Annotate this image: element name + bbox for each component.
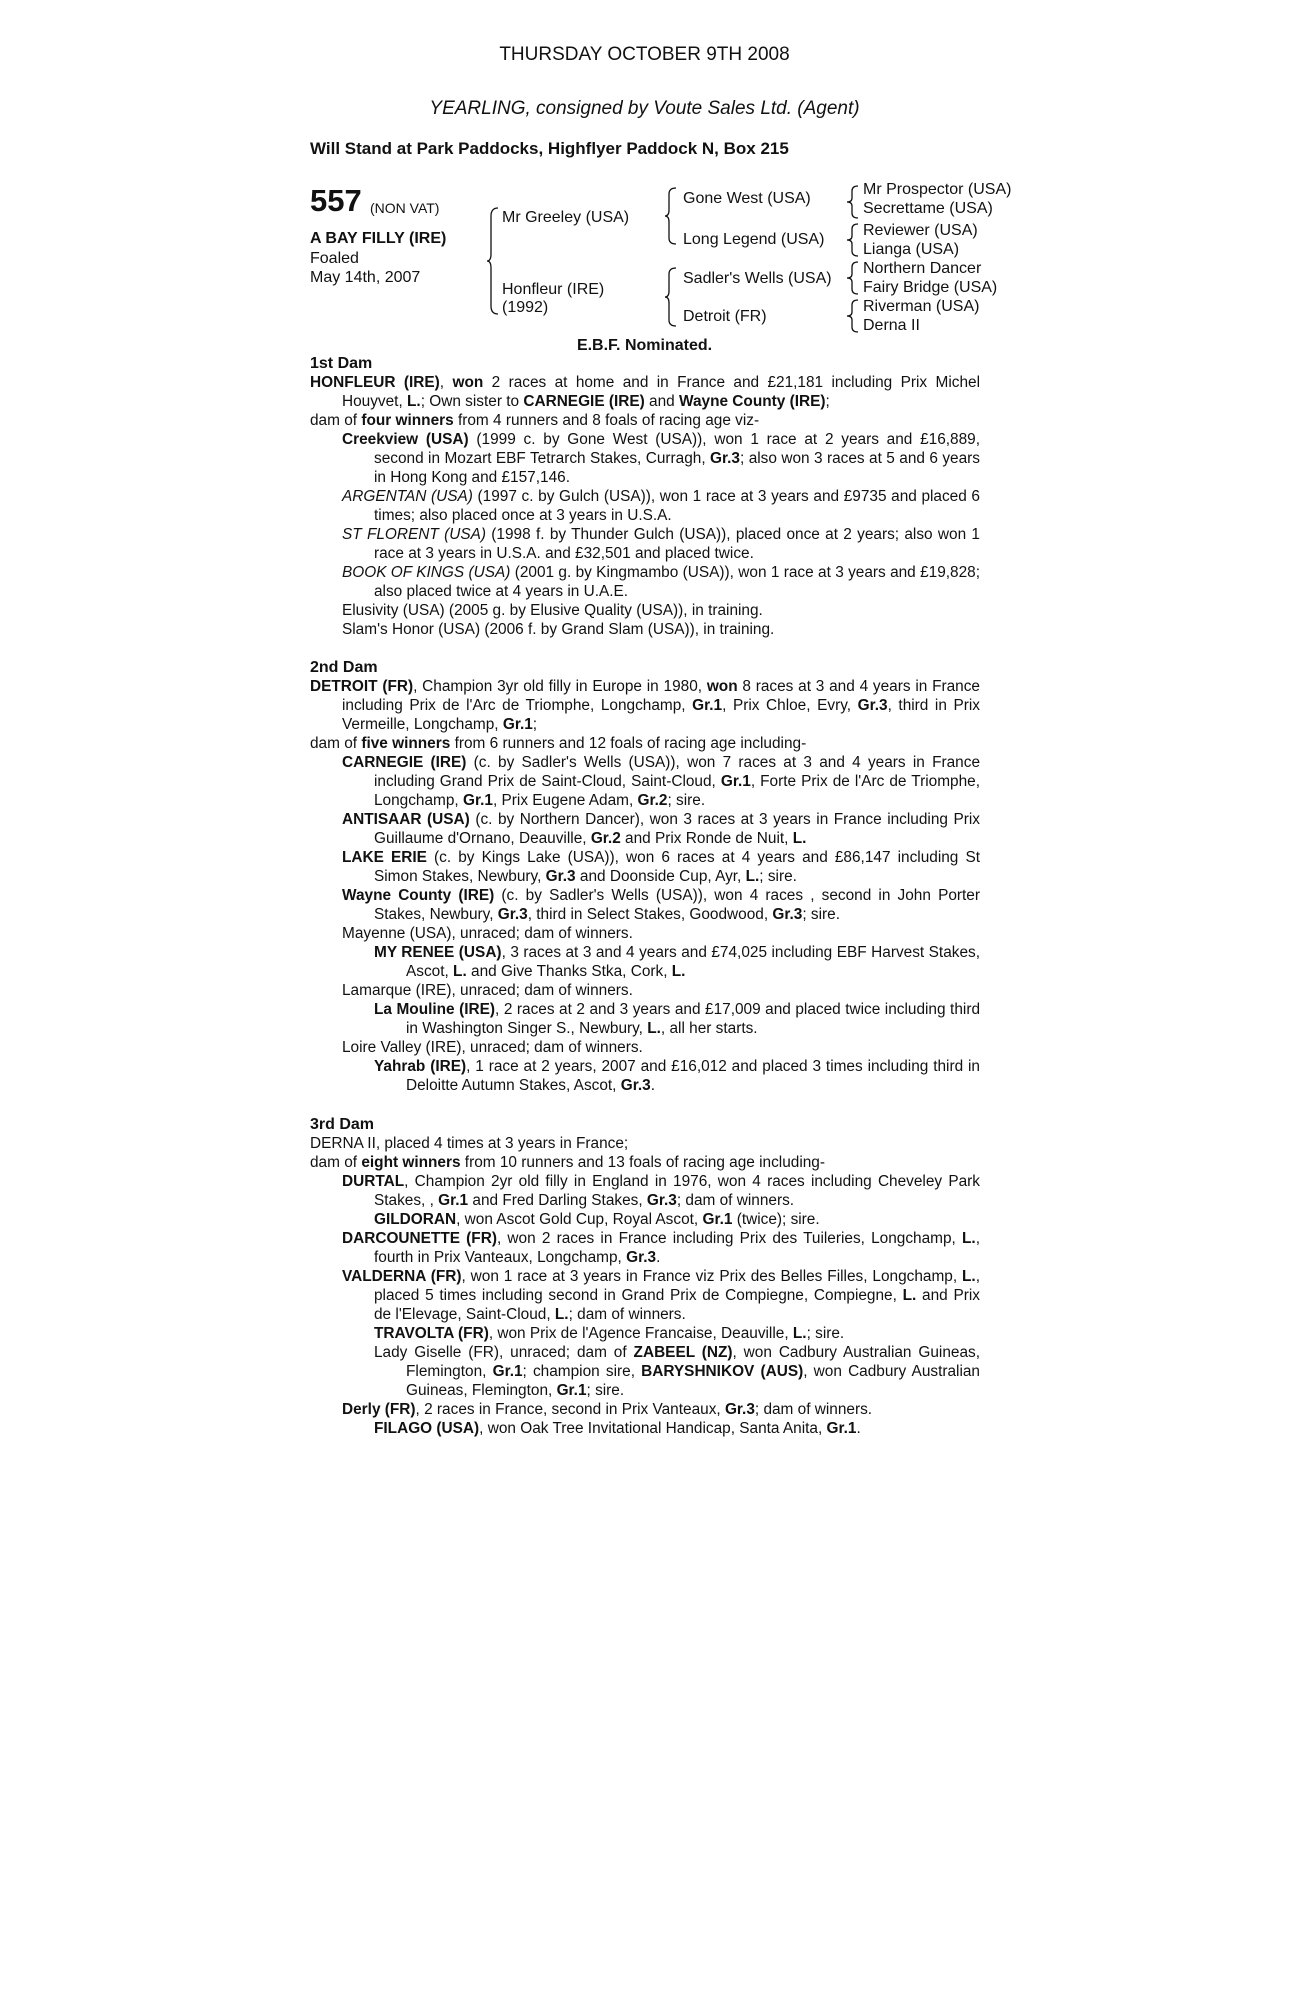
pedigree-entry: DETROIT (FR), Champion 3yr old filly in Europe in 1980, won 8 races at 3 and 4 years in France including Prix de l'Arc de Triomphe, Longchamp, Gr.1, Prix Chloe, Evry, Gr.3, third in Prix Vermeille, Longchamp, Gr.1; — [310, 678, 981, 733]
first-dam-heading: 1st Dam — [310, 355, 373, 372]
third-dam-section — [310, 1115, 980, 1438]
dam-name: Honfleur (IRE) — [502, 281, 605, 298]
pedigree-entry: dam of eight winners from 10 runners and 13 foals of racing age including- — [310, 1154, 825, 1171]
pedigree-entry: MY RENEE (USA), 3 races at 3 and 4 years and £74,025 including EBF Harvest Stakes, Ascot, L. and Give Thanks Stka, Cork, L. — [374, 944, 980, 980]
second-dam-section — [310, 658, 980, 1095]
pedigree-entry: Lady Giselle (FR), unraced; dam of ZABEEL (NZ), won Cadbury Australian Guineas, Flemington, Gr.1; champion sire, BARYSHNIKOV (AUS), won Cadbury Australian Guineas, Flemington, Gr.1; sire. — [374, 1344, 980, 1399]
pedigree-entry: DARCOUNETTE (FR), won 2 races in France including Prix des Tuileries, Longchamp, L., fourth in Prix Vanteaux, Longchamp, Gr.3. — [342, 1230, 980, 1266]
pedigree-brace-3d — [846, 298, 860, 334]
pedigree-brace-2b — [664, 266, 678, 328]
consignor-line: YEARLING, consigned by Voute Sales Ltd. (Agent) — [429, 98, 860, 119]
first-dam-section — [310, 354, 980, 639]
ebf-note: E.B.F. Nominated. — [576, 337, 713, 354]
ancestor-2: Secrettame (USA) — [863, 200, 993, 217]
dam-sire: Sadler's Wells (USA) — [683, 270, 832, 287]
pedigree-entry: LAKE ERIE (c. by Kings Lake (USA)), won 6 races at 4 years and £86,147 including St Simon Stakes, Newbury, Gr.3 and Doonside Cup, Ayr, L.; sire. — [342, 849, 980, 885]
pedigree-entry: CARNEGIE (IRE) (c. by Sadler's Wells (USA)), won 7 races at 3 and 4 years in France including Grand Prix de Saint-Cloud, Saint-Cloud, Gr.1, Forte Prix de l'Arc de Triomphe, Longchamp, Gr.1, Prix Eugene Adam, Gr.2; sire. — [342, 754, 980, 809]
pedigree-entry: ANTISAAR (USA) (c. by Northern Dancer), won 3 races at 3 years in France including Prix Guillaume d'Ornano, Deauville, Gr.2 and Prix Ronde de Nuit, L. — [342, 811, 980, 847]
foaled-label: Foaled — [310, 250, 359, 267]
pedigree-entry: Loire Valley (IRE), unraced; dam of winners. — [342, 1039, 643, 1056]
vat-status: (NON VAT) — [370, 200, 440, 216]
pedigree-entry: La Mouline (IRE), 2 races at 2 and 3 years and £17,009 and placed twice including third in Washington Singer S., Newbury, L., all her starts. — [374, 1001, 981, 1037]
pedigree-brace-2a — [664, 186, 678, 246]
ancestor-5: Northern Dancer — [863, 260, 982, 277]
pedigree-entry: ST FLORENT (USA) (1998 f. by Thunder Gulch (USA)), placed once at 2 years; also won 1 race at 3 years in U.S.A. and £32,501 and placed twice. — [342, 526, 980, 562]
dam-year: (1992) — [502, 299, 549, 316]
pedigree-entry: Creekview (USA) (1999 c. by Gone West (USA)), won 1 race at 2 years and £16,889, second in Mozart EBF Tetrarch Stakes, Curragh, Gr.3; also won 3 races at 5 and 6 years in Hong Kong and £157,146. — [342, 431, 981, 486]
pedigree-brace-3b — [846, 222, 860, 258]
ancestor-7: Riverman (USA) — [863, 298, 980, 315]
pedigree-entry: Mayenne (USA), unraced; dam of winners. — [342, 925, 633, 942]
pedigree-brace-3a — [846, 184, 860, 220]
pedigree-entry: Lamarque (IRE), unraced; dam of winners. — [342, 982, 633, 999]
second-dam-heading: 2nd Dam — [310, 659, 378, 676]
pedigree-entry: TRAVOLTA (FR), won Prix de l'Agence Francaise, Deauville, L.; sire. — [374, 1325, 845, 1342]
pedigree-entry: dam of five winners from 6 runners and 12 foals of racing age including- — [310, 735, 807, 752]
pedigree-brace-1 — [486, 206, 500, 316]
ancestor-1: Mr Prospector (USA) — [863, 181, 1012, 198]
pedigree-entry: Elusivity (USA) (2005 g. by Elusive Quality (USA)), in training. — [342, 602, 763, 619]
pedigree-entry: Slam's Honor (USA) (2006 f. by Grand Slam (USA)), in training. — [342, 621, 775, 638]
dam-dam: Detroit (FR) — [683, 308, 767, 325]
sire-sire: Gone West (USA) — [683, 190, 811, 207]
first-dam-lines — [310, 373, 980, 639]
pedigree-entry: VALDERNA (FR), won 1 race at 3 years in France viz Prix des Belles Filles, Longchamp, L., placed 5 times including second in Grand Prix de Compiegne, Compiegne, L. and Prix de l'Elevage, Saint-Cloud, L.; dam of winners. — [342, 1268, 980, 1323]
pedigree-entry: HONFLEUR (IRE), won 2 races at home and in France and £21,181 including Prix Michel Houyvet, L.; Own sister to CARNEGIE (IRE) and Wayne County (IRE); — [310, 374, 980, 410]
pedigree-entry: ARGENTAN (USA) (1997 c. by Gulch (USA)), won 1 race at 3 years and £9735 and placed 6 times; also placed once at 3 years in U.S.A. — [342, 488, 980, 524]
ancestor-3: Reviewer (USA) — [863, 222, 978, 239]
sire-dam: Long Legend (USA) — [683, 231, 825, 248]
stand-location: Will Stand at Park Paddocks, Highflyer Paddock N, Box 215 — [310, 139, 789, 158]
pedigree-entry: dam of four winners from 4 runners and 8 foals of racing age viz- — [310, 412, 760, 429]
pedigree-entry: DURTAL, Champion 2yr old filly in England in 1976, won 4 races including Cheveley Park Stakes, , Gr.1 and Fred Darling Stakes, Gr.3; dam of winners. — [342, 1173, 980, 1209]
pedigree-brace-3c — [846, 260, 860, 296]
ancestor-6: Fairy Bridge (USA) — [863, 279, 998, 296]
pedigree-entry: FILAGO (USA), won Oak Tree Invitational Handicap, Santa Anita, Gr.1. — [374, 1420, 861, 1437]
lot-number: 557 — [310, 183, 362, 218]
pedigree-entry: Yahrab (IRE), 1 race at 2 years, 2007 and £16,012 and placed 3 times including third in Deloitte Autumn Stakes, Ascot, Gr.3. — [374, 1058, 980, 1094]
pedigree-entry: Derly (FR), 2 races in France, second in Prix Vanteaux, Gr.3; dam of winners. — [342, 1401, 873, 1418]
pedigree-entry: GILDORAN, won Ascot Gold Cup, Royal Ascot, Gr.1 (twice); sire. — [374, 1211, 820, 1228]
pedigree-entry: DERNA II, placed 4 times at 3 years in France; — [310, 1135, 629, 1152]
pedigree-entry: Wayne County (IRE) (c. by Sadler's Wells (USA)), won 4 races , second in John Porter Stakes, Newbury, Gr.3, third in Select Stakes, Goodwood, Gr.3; sire. — [342, 887, 980, 923]
third-dam-lines — [310, 1134, 980, 1438]
ancestor-8: Derna II — [863, 317, 920, 334]
sale-date: THURSDAY OCTOBER 9TH 2008 — [499, 44, 790, 65]
sire-name: Mr Greeley (USA) — [502, 209, 630, 226]
ancestor-4: Lianga (USA) — [863, 241, 960, 258]
pedigree-entry: BOOK OF KINGS (USA) (2001 g. by Kingmambo (USA)), won 1 race at 3 years and £19,828; also placed twice at 4 years in U.A.E. — [342, 564, 980, 600]
second-dam-lines — [310, 677, 980, 1095]
third-dam-heading: 3rd Dam — [310, 1116, 375, 1133]
foaled-date: May 14th, 2007 — [310, 269, 421, 286]
horse-description: A BAY FILLY (IRE) — [310, 230, 447, 247]
